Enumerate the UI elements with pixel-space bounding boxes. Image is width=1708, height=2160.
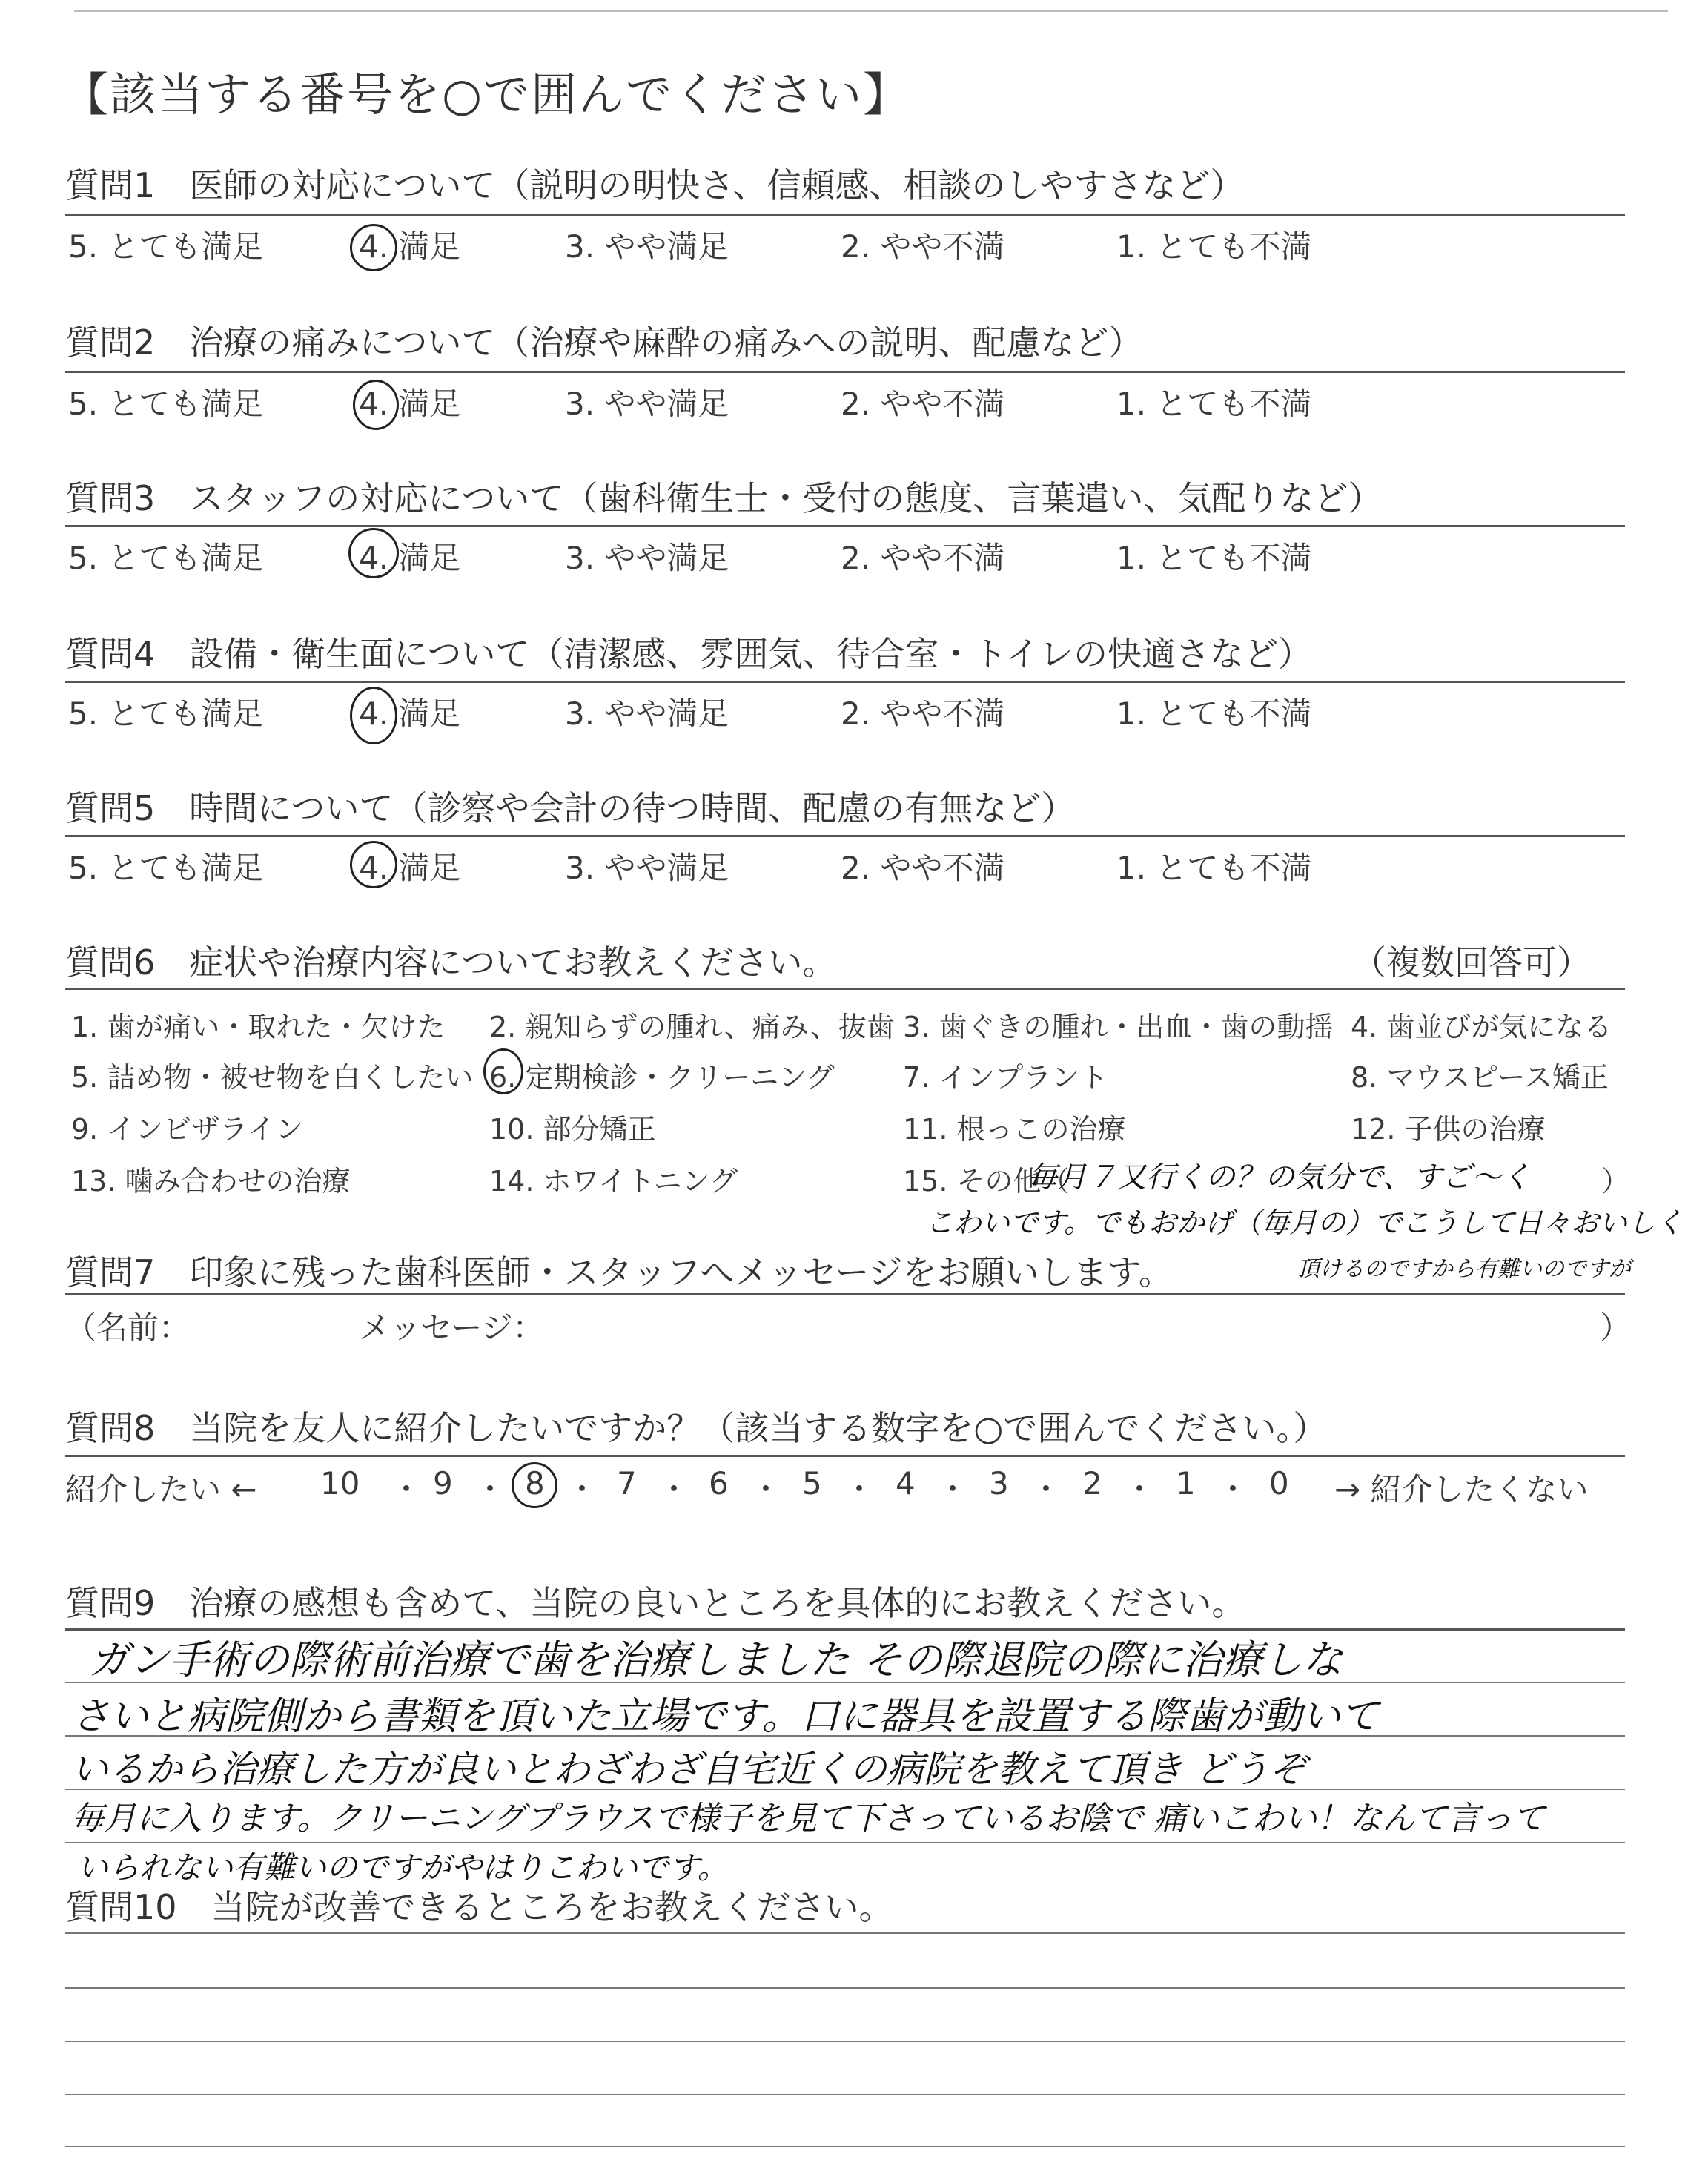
q8-scale-8[interactable]: 8 bbox=[525, 1465, 545, 1502]
q4-option-2[interactable]: 2. やや不満 bbox=[841, 696, 1005, 732]
q1-option-3[interactable]: 3. やや満足 bbox=[565, 228, 729, 265]
q6-option-8[interactable]: 8. マウスピース矯正 bbox=[1351, 1061, 1609, 1094]
q6-option-7[interactable]: 7. インプラント bbox=[903, 1061, 1108, 1094]
question-3-title: 質問3 スタッフの対応について（歯科衛生士・受付の態度、言葉遣い、気配りなど） bbox=[65, 478, 1383, 518]
q10-writing-line bbox=[65, 2094, 1625, 2095]
q6-option-11[interactable]: 11. 根っこの治療 bbox=[903, 1113, 1126, 1146]
question-10-title: 質問10 当院が改善できるところをお教えください。 bbox=[65, 1887, 893, 1927]
q6-option-5[interactable]: 5. 詰め物・被せ物を白くしたい bbox=[71, 1061, 474, 1094]
q6-option-3[interactable]: 3. 歯ぐきの腫れ・出血・歯の動揺 bbox=[903, 1011, 1334, 1043]
q8-sep: ・ bbox=[474, 1471, 506, 1507]
q8-scale-5[interactable]: 5 bbox=[802, 1465, 822, 1502]
q8-sep: ・ bbox=[658, 1471, 690, 1507]
q6-selection-circle bbox=[483, 1048, 523, 1094]
question-2-rule bbox=[65, 371, 1625, 373]
q4-option-1[interactable]: 1. とても不満 bbox=[1116, 696, 1312, 732]
q8-sep: ・ bbox=[937, 1471, 969, 1507]
q8-scale-0[interactable]: 0 bbox=[1269, 1465, 1289, 1502]
q4-option-5[interactable]: 5. とても満足 bbox=[68, 696, 264, 732]
q9-writing-line bbox=[65, 1735, 1625, 1737]
q8-scale-3[interactable]: 3 bbox=[989, 1465, 1009, 1502]
q8-scale-2[interactable]: 2 bbox=[1082, 1465, 1102, 1502]
q10-writing-line bbox=[65, 2041, 1625, 2042]
q7-close-paren: ） bbox=[1600, 1309, 1632, 1346]
q6-option-1[interactable]: 1. 歯が痛い・取れた・欠けた bbox=[71, 1011, 446, 1043]
q6-option-6[interactable]: 6. 定期検診・クリーニング bbox=[489, 1061, 835, 1094]
q10-writing-line bbox=[65, 1932, 1625, 1934]
q8-selection-circle bbox=[512, 1462, 557, 1508]
q8-scale-4[interactable]: 4 bbox=[896, 1465, 916, 1502]
q5-option-3[interactable]: 3. やや満足 bbox=[565, 850, 729, 886]
q1-option-5[interactable]: 5. とても満足 bbox=[68, 228, 264, 265]
q8-sep: ・ bbox=[844, 1471, 875, 1507]
question-2-title: 質問2 治療の痛みについて（治療や麻酔の痛みへの説明、配慮など） bbox=[65, 323, 1143, 363]
q9-handwriting-line-5: いられない有難いのですがやはりこわいです。 bbox=[77, 1849, 729, 1886]
q2-selection-circle bbox=[353, 380, 399, 430]
q8-sep: ・ bbox=[1217, 1471, 1249, 1507]
q2-option-2[interactable]: 2. やや不満 bbox=[841, 386, 1005, 422]
q6-other-handwriting-2: こわいです。でもおかげ（毎月の）でこうして日々おいしく bbox=[925, 1206, 1684, 1239]
question-5-rule bbox=[65, 835, 1625, 837]
q8-scale-6[interactable]: 6 bbox=[709, 1465, 729, 1502]
q3-option-3[interactable]: 3. やや満足 bbox=[565, 540, 729, 576]
q2-option-3[interactable]: 3. やや満足 bbox=[565, 386, 729, 422]
q8-sep: ・ bbox=[566, 1471, 598, 1507]
q5-option-4[interactable]: 4. 満足 bbox=[359, 850, 461, 886]
q4-option-4[interactable]: 4. 満足 bbox=[359, 696, 461, 732]
question-4-rule bbox=[65, 681, 1625, 683]
q9-handwriting-line-4: 毎月に入ります。クリーニングプラウスで様子を見て下さっているお陰で 痛いこわい！なんて言って bbox=[71, 1800, 1546, 1837]
q1-selection-circle bbox=[350, 224, 397, 271]
q3-option-1[interactable]: 1. とても不満 bbox=[1116, 540, 1312, 576]
q6-other-handwriting-1: 毎月７又行くの？の気分で、すご〜く bbox=[1027, 1160, 1532, 1195]
q1-option-2[interactable]: 2. やや不満 bbox=[841, 228, 1005, 265]
q6-option-15[interactable]: 15. その他（ bbox=[903, 1165, 1070, 1198]
q8-scale-7[interactable]: 7 bbox=[617, 1465, 637, 1502]
q9-handwriting-line-2: さいと病院側から書類を頂いた立場です。口に器具を設置する際歯が動いて bbox=[71, 1694, 1379, 1739]
q7-message-label: メッセージ： bbox=[359, 1309, 544, 1346]
q9-writing-line bbox=[65, 1682, 1625, 1683]
q3-option-4[interactable]: 4. 満足 bbox=[359, 540, 461, 576]
q6-option-10[interactable]: 10. 部分矯正 bbox=[489, 1113, 656, 1146]
q8-scale-9[interactable]: 9 bbox=[433, 1465, 453, 1502]
q1-option-1[interactable]: 1. とても不満 bbox=[1116, 228, 1312, 265]
q10-writing-line bbox=[65, 1987, 1625, 1989]
q5-option-5[interactable]: 5. とても満足 bbox=[68, 850, 264, 886]
question-6-rule bbox=[65, 988, 1625, 990]
q8-right-label: → 紹介したくない bbox=[1334, 1471, 1589, 1507]
question-6-title: 質問6 症状や治療内容についてお教えください。 bbox=[65, 942, 837, 982]
q8-sep: ・ bbox=[391, 1471, 423, 1507]
q5-option-1[interactable]: 1. とても不満 bbox=[1116, 850, 1312, 886]
question-5-title: 質問5 時間について（診察や会計の待つ時間、配慮の有無など） bbox=[65, 788, 1076, 828]
question-1-title: 質問1 医師の対応について（説明の明快さ、信頼感、相談のしやすさなど） bbox=[65, 165, 1245, 205]
q2-option-5[interactable]: 5. とても満足 bbox=[68, 386, 264, 422]
q8-left-label: 紹介したい ← bbox=[65, 1471, 257, 1507]
q9-handwriting-line-3: いるから治療した方が良いとわざわざ自宅近くの病院を教えて頂き どうぞ bbox=[71, 1748, 1306, 1791]
question-7-title: 質問7 印象に残った歯科医師・スタッフへメッセージをお願いします。 bbox=[65, 1252, 1173, 1292]
q8-scale-1[interactable]: 1 bbox=[1176, 1465, 1196, 1502]
q3-option-2[interactable]: 2. やや不満 bbox=[841, 540, 1005, 576]
q8-scale-10[interactable]: 10 bbox=[320, 1465, 360, 1502]
question-4-title: 質問4 設備・衛生面について（清潔感、雰囲気、待合室・トイレの快適さなど） bbox=[65, 634, 1313, 674]
page-top-edge bbox=[74, 10, 1668, 12]
q9-handwriting-line-1: ガン手術の際術前治療で歯を治療しました その際退院の際に治療しな bbox=[89, 1636, 1343, 1683]
q3-option-5[interactable]: 5. とても満足 bbox=[68, 540, 264, 576]
q2-option-4[interactable]: 4. 満足 bbox=[359, 386, 461, 422]
q6-option-9[interactable]: 9. インビザライン bbox=[71, 1113, 304, 1146]
q6-other-close-paren: ） bbox=[1601, 1165, 1630, 1198]
q7-name-label: （名前： bbox=[65, 1309, 191, 1346]
q8-sep: ・ bbox=[1030, 1471, 1062, 1507]
q3-selection-circle bbox=[348, 528, 399, 578]
q6-option-13[interactable]: 13. 噛み合わせの治療 bbox=[71, 1165, 351, 1198]
q6-option-14[interactable]: 14. ホワイトニング bbox=[489, 1165, 738, 1198]
q8-sep: ・ bbox=[750, 1471, 782, 1507]
q8-sep: ・ bbox=[1124, 1471, 1156, 1507]
q1-option-4[interactable]: 4. 満足 bbox=[359, 228, 461, 265]
page-title: 【該当する番号を○で囲んでください】 bbox=[62, 67, 911, 122]
question-3-rule bbox=[65, 525, 1625, 527]
q6-option-4[interactable]: 4. 歯並びが気になる bbox=[1351, 1011, 1612, 1043]
q6-option-12[interactable]: 12. 子供の治療 bbox=[1351, 1113, 1546, 1146]
q10-writing-line bbox=[65, 2146, 1625, 2147]
q2-option-1[interactable]: 1. とても不満 bbox=[1116, 386, 1312, 422]
question-9-title: 質問9 治療の感想も含めて、当院の良いところを具体的にお教えください。 bbox=[65, 1583, 1246, 1623]
q6-other-handwriting-3: 頂けるのですから有難いのですが bbox=[1297, 1256, 1631, 1282]
question-7-rule bbox=[65, 1293, 1625, 1295]
question-8-title: 質問8 当院を友人に紹介したいですか？（該当する数字を○で囲んでください。） bbox=[65, 1408, 1328, 1448]
q6-option-2[interactable]: 2. 親知らずの腫れ、痛み、抜歯 bbox=[489, 1011, 895, 1043]
q4-option-3[interactable]: 3. やや満足 bbox=[565, 696, 729, 732]
question-1-rule bbox=[65, 214, 1625, 216]
q4-selection-circle bbox=[350, 687, 397, 744]
question-6-note: （複数回答可） bbox=[1352, 942, 1591, 982]
q5-selection-circle bbox=[350, 841, 397, 888]
q5-option-2[interactable]: 2. やや不満 bbox=[841, 850, 1005, 886]
q9-writing-line bbox=[65, 1789, 1625, 1790]
question-8-rule bbox=[65, 1455, 1625, 1457]
